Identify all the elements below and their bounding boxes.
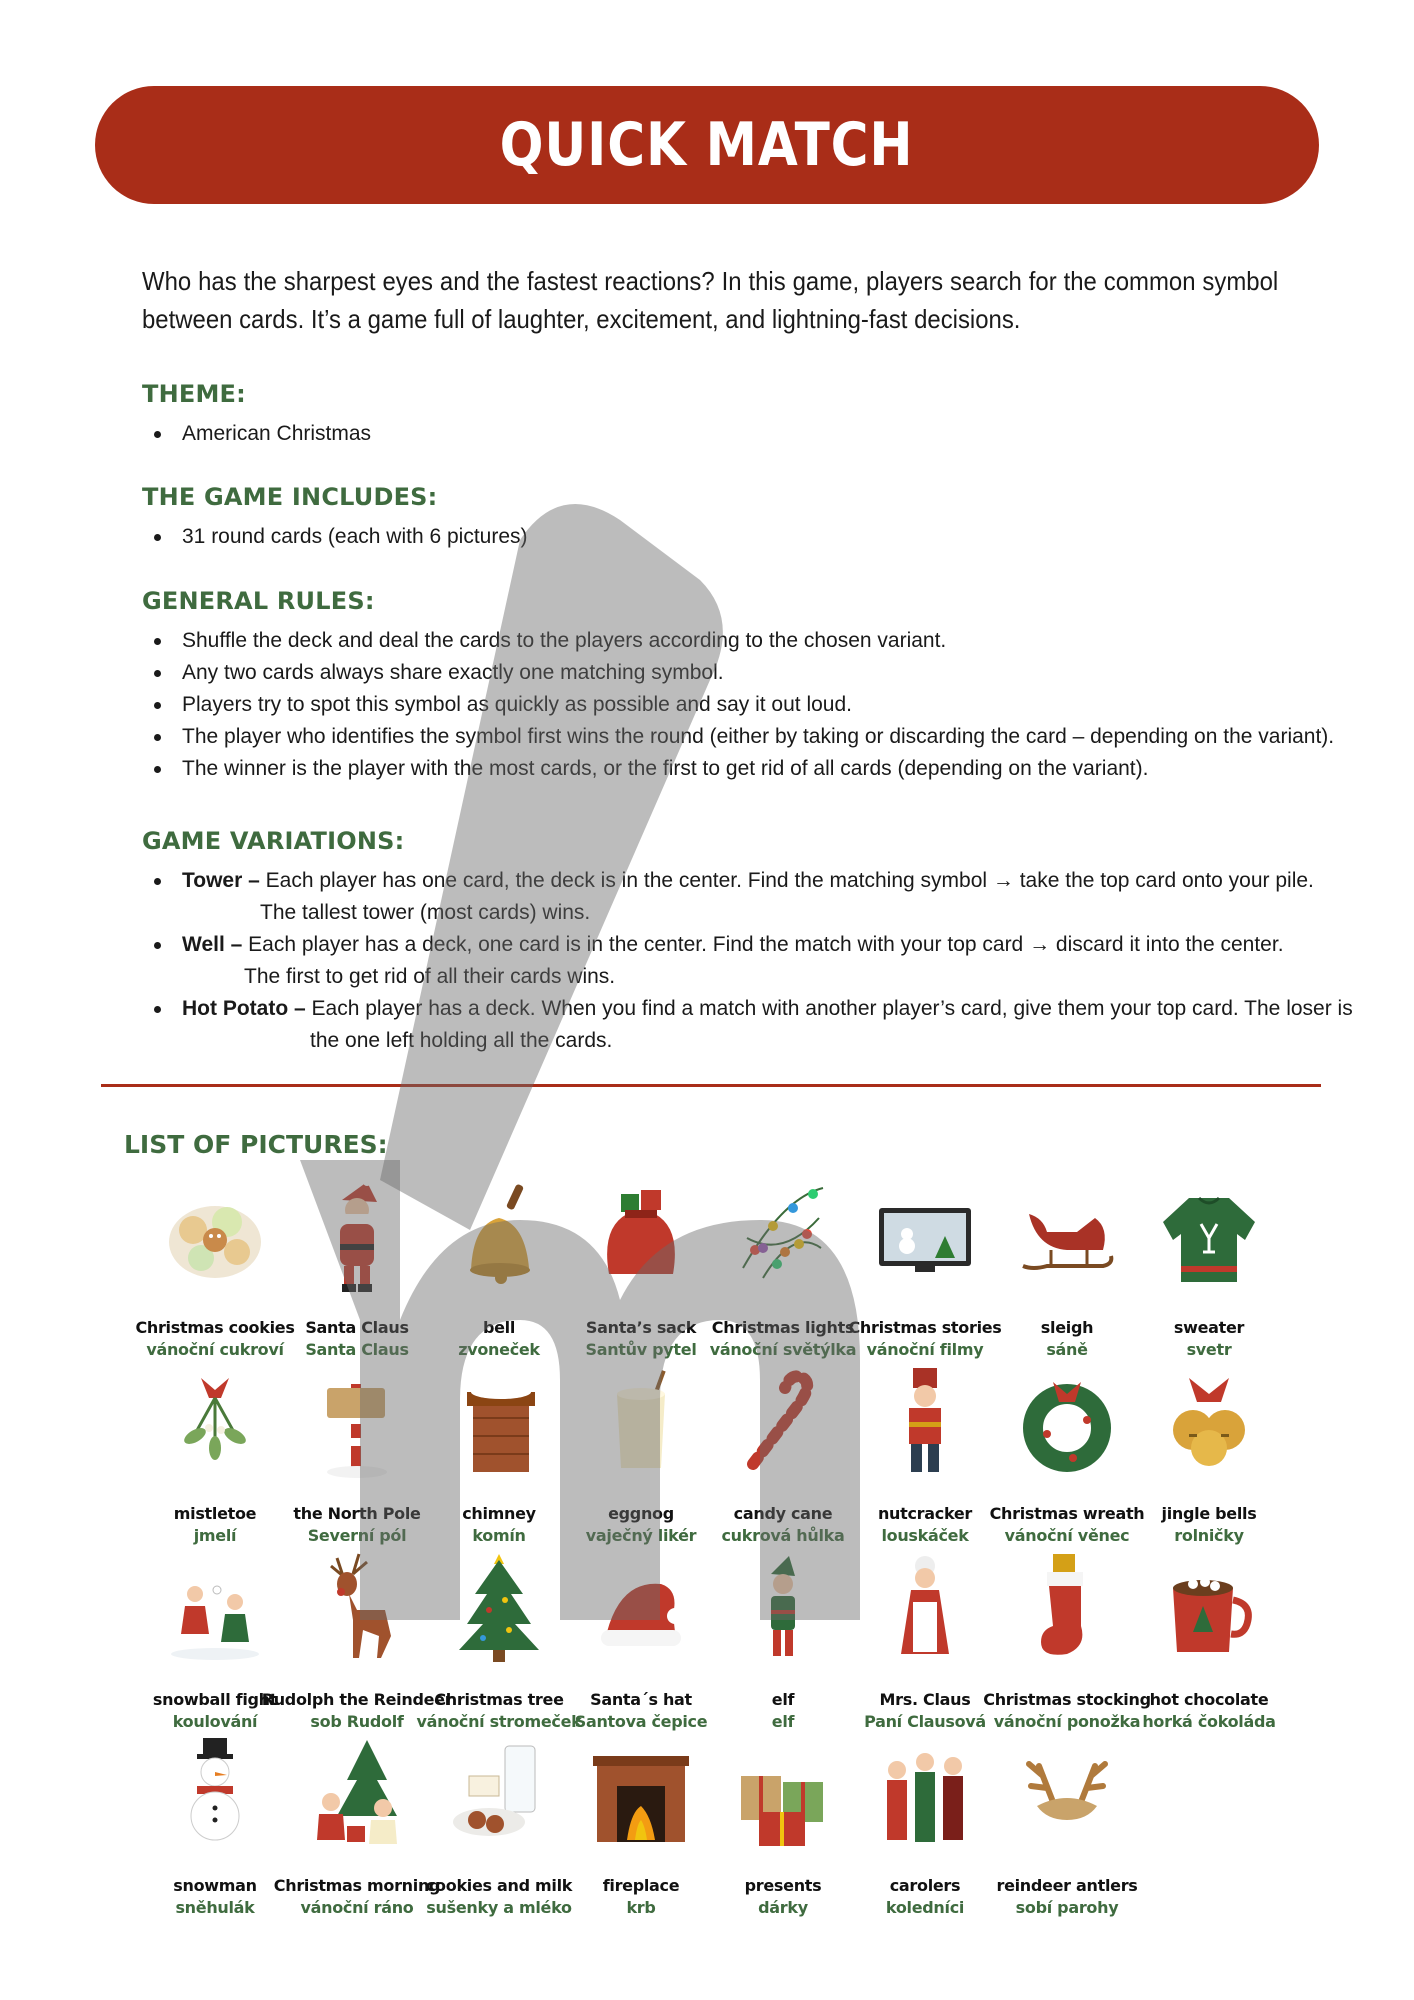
snowman-icon bbox=[165, 1736, 265, 1854]
picture-label-en: fireplace bbox=[602, 1876, 680, 1895]
picture-label-en: nutcracker bbox=[877, 1504, 973, 1523]
antlers-icon bbox=[1017, 1736, 1117, 1854]
rules-heading: GENERAL RULES: bbox=[142, 587, 375, 615]
picture-label-en: Christmas stocking bbox=[983, 1690, 1151, 1709]
variation-name: Well – bbox=[182, 933, 243, 956]
variations-section bbox=[142, 827, 1353, 1057]
picture-label-en: the North Pole bbox=[293, 1504, 421, 1523]
variation-continuation: the one left holding all the cards. bbox=[310, 1029, 613, 1052]
variation-continuation: The first to get rid of all their cards wins. bbox=[244, 965, 616, 988]
santa-hat-icon bbox=[591, 1550, 691, 1668]
picture-label-cz: Santova čepice bbox=[574, 1712, 708, 1731]
picture-label-en: carolers bbox=[889, 1876, 961, 1895]
sleigh-icon bbox=[1017, 1178, 1117, 1296]
includes-heading: THE GAME INCLUDES: bbox=[142, 483, 438, 511]
reindeer-icon bbox=[307, 1550, 407, 1668]
picture-label-cz: Santův pytel bbox=[585, 1340, 697, 1359]
picture-label-cz: vánoční věnec bbox=[1004, 1526, 1130, 1545]
picture-label-en: Mrs. Claus bbox=[879, 1690, 971, 1709]
variation-name: Tower – bbox=[182, 869, 260, 892]
page-title: QUICK MATCH bbox=[500, 110, 914, 180]
sack-icon bbox=[591, 1178, 691, 1296]
eggnog-icon bbox=[591, 1364, 691, 1482]
picture-label-en: bell bbox=[482, 1318, 516, 1337]
wreath-icon bbox=[1017, 1364, 1117, 1482]
picture-label-en: mistletoe bbox=[173, 1504, 257, 1523]
north-pole-sign-icon bbox=[307, 1364, 407, 1482]
picture-label-en: Santa Claus bbox=[305, 1318, 409, 1337]
picture-label-cz: sob Rudolf bbox=[310, 1712, 404, 1731]
picture-label-cz: vánoční stromeček bbox=[416, 1712, 582, 1731]
picture-label-cz: sněhulák bbox=[175, 1898, 255, 1917]
list-item: Shuffle the deck and deal the cards to the players according to the chosen variant. bbox=[142, 625, 1334, 657]
pictures-row bbox=[135, 1178, 1280, 1364]
variation-continuation: The tallest tower (most cards) wins. bbox=[260, 901, 591, 924]
cookies-icon bbox=[165, 1178, 265, 1296]
picture-item bbox=[992, 1736, 1142, 1922]
picture-label-cz: sušenky a mléko bbox=[426, 1898, 572, 1917]
picture-label-cz: vánoční filmy bbox=[866, 1340, 984, 1359]
list-item: Players try to spot this symbol as quickly as possible and say it out loud. bbox=[142, 689, 1334, 721]
pictures-row bbox=[140, 1736, 1280, 1922]
variations-list bbox=[142, 865, 1353, 1057]
christmas-morning-icon bbox=[307, 1736, 407, 1854]
picture-label-en: Christmas morning bbox=[273, 1876, 441, 1895]
presents-icon bbox=[733, 1736, 833, 1854]
santa-icon bbox=[307, 1178, 407, 1296]
variation-well bbox=[142, 929, 1353, 993]
picture-label-cz: Santa Claus bbox=[305, 1340, 409, 1359]
picture-label-en: Christmas stories bbox=[848, 1318, 1002, 1337]
variation-name: Hot Potato – bbox=[182, 997, 306, 1020]
theme-heading: THEME: bbox=[142, 380, 246, 408]
theme-section bbox=[142, 380, 371, 450]
lights-icon bbox=[733, 1178, 833, 1296]
sweater-icon bbox=[1159, 1178, 1259, 1296]
bell-icon bbox=[449, 1178, 549, 1296]
list-item: Any two cards always share exactly one matching symbol. bbox=[142, 657, 1334, 689]
picture-label-en: cookies and milk bbox=[425, 1876, 573, 1895]
picture-label-en: snowball fight bbox=[152, 1690, 278, 1709]
chimney-icon bbox=[449, 1364, 549, 1482]
picture-label-en: Santa’s sack bbox=[585, 1318, 697, 1337]
picture-label-en: sweater bbox=[1173, 1318, 1245, 1337]
picture-label-en: Rudolph the Reindeer bbox=[261, 1690, 453, 1709]
variation-tower bbox=[142, 865, 1353, 929]
picture-label-cz: vánoční ponožka bbox=[993, 1712, 1141, 1731]
stocking-icon bbox=[1017, 1550, 1117, 1668]
pictures-heading: LIST OF PICTURES: bbox=[124, 1130, 388, 1159]
picture-label-cz: vánoční ráno bbox=[300, 1898, 414, 1917]
candy-cane-icon bbox=[733, 1364, 833, 1482]
pictures-row bbox=[140, 1364, 1280, 1550]
picture-label-cz: koulování bbox=[172, 1712, 258, 1731]
variation-hot-potato bbox=[142, 993, 1353, 1057]
section-divider bbox=[101, 1084, 1321, 1087]
pictures-grid bbox=[135, 1178, 1280, 1922]
tv-icon bbox=[875, 1178, 975, 1296]
snowball-fight-icon bbox=[165, 1550, 265, 1668]
mrs-claus-icon bbox=[875, 1550, 975, 1668]
rules-list bbox=[142, 625, 1334, 785]
picture-label-en: sleigh bbox=[1040, 1318, 1094, 1337]
cookies-milk-icon bbox=[449, 1736, 549, 1854]
picture-label-en: jingle bells bbox=[1161, 1504, 1257, 1523]
nutcracker-icon bbox=[875, 1364, 975, 1482]
picture-label-cz: Paní Clausová bbox=[864, 1712, 986, 1731]
picture-label-en: elf bbox=[771, 1690, 795, 1709]
picture-label-cz: zvoneček bbox=[458, 1340, 540, 1359]
jingle-bells-icon bbox=[1159, 1364, 1259, 1482]
picture-label-cz: svetr bbox=[1186, 1340, 1232, 1359]
picture-label-en: snowman bbox=[173, 1876, 257, 1895]
picture-label-cz: Severní pól bbox=[307, 1526, 407, 1545]
picture-label-cz: krb bbox=[626, 1898, 656, 1917]
list-item: The player who identifies the symbol first wins the round (either by taking or discarding the card – depending on the variant). bbox=[142, 721, 1334, 753]
includes-list bbox=[142, 521, 528, 553]
elf-icon bbox=[733, 1550, 833, 1668]
picture-label-en: Christmas wreath bbox=[989, 1504, 1145, 1523]
variation-text: Each player has one card, the deck is in the center. Find the matching symbol → take the top card onto your pile. bbox=[265, 869, 1314, 892]
picture-label-en: candy cane bbox=[733, 1504, 833, 1523]
picture-item bbox=[1134, 1364, 1284, 1550]
rules-section bbox=[142, 587, 1334, 785]
picture-label-cz: koledníci bbox=[885, 1898, 965, 1917]
picture-label-en: eggnog bbox=[608, 1504, 674, 1523]
variation-text: Each player has a deck. When you find a match with another player’s card, give them your top card. The loser is bbox=[311, 997, 1353, 1020]
picture-label-en: Christmas lights bbox=[711, 1318, 855, 1337]
mistletoe-icon bbox=[165, 1364, 265, 1482]
tree-icon bbox=[449, 1550, 549, 1668]
picture-item bbox=[1134, 1550, 1284, 1736]
hot-chocolate-icon bbox=[1159, 1550, 1259, 1668]
picture-item bbox=[1134, 1178, 1284, 1364]
carolers-icon bbox=[875, 1736, 975, 1854]
picture-label-cz: vánoční světýlka bbox=[709, 1340, 857, 1359]
picture-label-cz: horká čokoláda bbox=[1142, 1712, 1276, 1731]
picture-label-en: Christmas tree bbox=[434, 1690, 564, 1709]
picture-label-en: reindeer antlers bbox=[996, 1876, 1138, 1895]
variations-heading: GAME VARIATIONS: bbox=[142, 827, 405, 855]
picture-label-cz: vánoční cukroví bbox=[146, 1340, 284, 1359]
picture-label-en: hot chocolate bbox=[1149, 1690, 1269, 1709]
picture-label-en: chimney bbox=[462, 1504, 536, 1523]
list-item: American Christmas bbox=[142, 418, 371, 450]
picture-label-cz: vaječný likér bbox=[585, 1526, 697, 1545]
picture-label-cz: rolničky bbox=[1174, 1526, 1244, 1545]
picture-label-cz: elf bbox=[771, 1712, 795, 1731]
picture-label-en: presents bbox=[744, 1876, 822, 1895]
picture-label-cz: komín bbox=[472, 1526, 526, 1545]
picture-label-en: Christmas cookies bbox=[135, 1318, 295, 1337]
picture-label-cz: louskáček bbox=[881, 1526, 969, 1545]
picture-label-cz: jmelí bbox=[193, 1526, 237, 1545]
fireplace-icon bbox=[591, 1736, 691, 1854]
picture-label-cz: sobí parohy bbox=[1015, 1898, 1119, 1917]
picture-label-cz: dárky bbox=[758, 1898, 808, 1917]
includes-section bbox=[142, 483, 528, 553]
list-item: The winner is the player with the most cards, or the first to get rid of all cards (depending on the variant). bbox=[142, 753, 1334, 785]
picture-label-cz: sáně bbox=[1046, 1340, 1088, 1359]
variation-text: Each player has a deck, one card is in the center. Find the match with your top card → discard it into the center. bbox=[248, 933, 1284, 956]
theme-list bbox=[142, 418, 371, 450]
picture-label-en: Santa´s hat bbox=[590, 1690, 692, 1709]
list-item: 31 round cards (each with 6 pictures) bbox=[142, 521, 528, 553]
intro-paragraph: Who has the sharpest eyes and the fastest reactions? In this game, players search for the common symbol between cards. It’s a game full of laughter, excitement, and lightning-fast decisions. bbox=[142, 266, 1279, 334]
picture-label-cz: cukrová hůlka bbox=[721, 1526, 845, 1545]
pictures-row bbox=[140, 1550, 1280, 1736]
title-banner bbox=[95, 86, 1319, 204]
